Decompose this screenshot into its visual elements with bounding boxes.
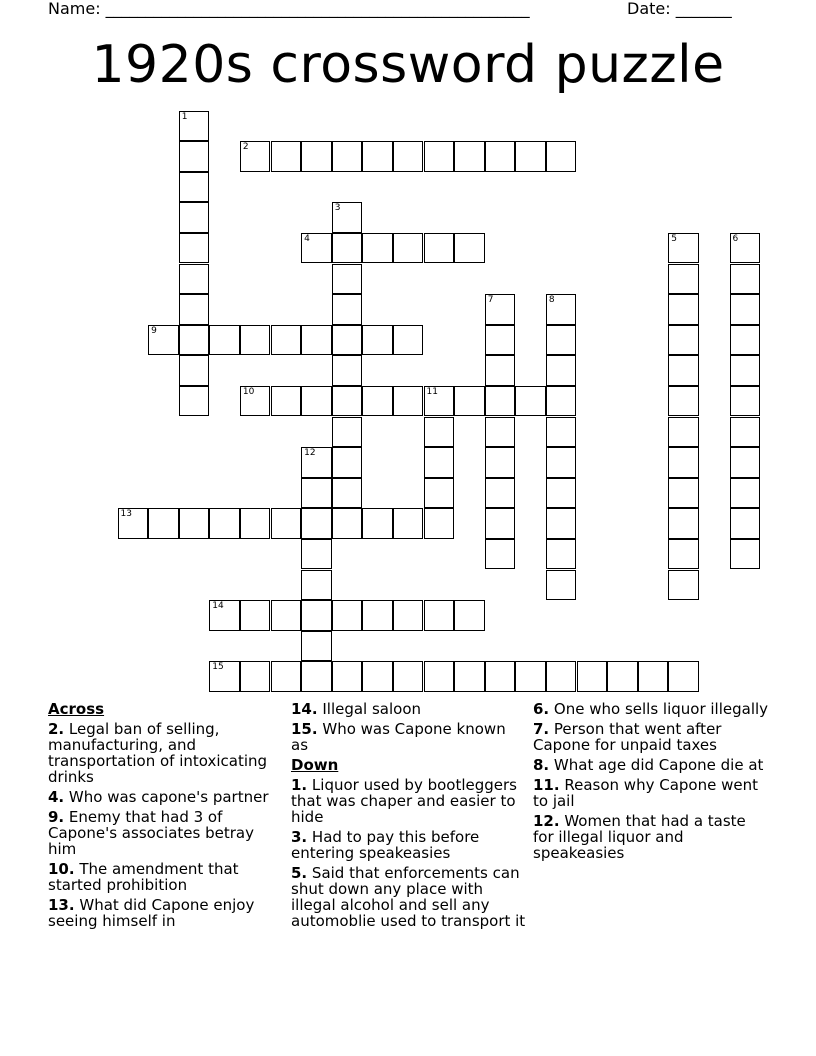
- clue-number: 2: [242, 142, 249, 153]
- grid-cell[interactable]: [668, 233, 699, 264]
- clue-item-text: Reason why Capone went to jail: [533, 776, 758, 810]
- grid-cell[interactable]: [730, 355, 761, 386]
- grid-cell[interactable]: [332, 386, 363, 417]
- grid-cell[interactable]: [179, 264, 210, 295]
- grid-cell[interactable]: [179, 325, 210, 356]
- grid-cell[interactable]: [546, 478, 577, 509]
- across-heading: Across: [48, 700, 105, 718]
- page-title: 1920s crossword puzzle: [91, 35, 725, 95]
- grid-cell[interactable]: [301, 386, 332, 417]
- grid-cell[interactable]: [546, 508, 577, 539]
- grid-cell[interactable]: [515, 141, 546, 172]
- grid-cell[interactable]: [179, 386, 210, 417]
- grid-cell[interactable]: [301, 447, 332, 478]
- clue-item-number: 6.: [533, 700, 550, 718]
- grid-cell[interactable]: [332, 447, 363, 478]
- grid-cell[interactable]: [362, 325, 393, 356]
- clue-number: 3: [334, 203, 341, 214]
- grid-cell[interactable]: [485, 325, 516, 356]
- clue-item: [48, 809, 284, 857]
- grid-cell[interactable]: [179, 233, 210, 264]
- grid-cell[interactable]: [332, 478, 363, 509]
- grid-cell[interactable]: [485, 355, 516, 386]
- clue-item-text: Liquor used by bootleggers that was chaper and easier to hide: [291, 776, 517, 826]
- clue-item: [533, 813, 769, 861]
- clue-item-text: Who was Capone known as: [291, 720, 506, 754]
- clue-number: 7: [487, 295, 494, 306]
- clue-item-text: The amendment that started prohibition: [48, 860, 239, 894]
- grid-cell[interactable]: [546, 570, 577, 601]
- clue-item-text: One who sells liquor illegally: [553, 700, 769, 718]
- clue-item-number: 9.: [48, 808, 65, 826]
- grid-cell[interactable]: [730, 447, 761, 478]
- grid-cell[interactable]: [240, 508, 271, 539]
- grid-cell[interactable]: [454, 386, 485, 417]
- grid-cell[interactable]: [332, 661, 363, 692]
- clue-item-number: 1.: [291, 776, 308, 794]
- clue-item-number: 5.: [291, 864, 308, 882]
- grid-cell[interactable]: [730, 325, 761, 356]
- clue-item-number: 4.: [48, 788, 65, 806]
- grid-cell[interactable]: [485, 539, 516, 570]
- grid-cell[interactable]: [179, 508, 210, 539]
- clue-item: [48, 721, 284, 785]
- grid-cell[interactable]: [485, 141, 516, 172]
- grid-cell[interactable]: [424, 447, 455, 478]
- clue-number: 8: [548, 295, 555, 306]
- grid-cell[interactable]: [362, 233, 393, 264]
- grid-cell[interactable]: [148, 508, 179, 539]
- clue-item-text: Said that enforcements can shut down any place with illegal alcohol and sell any automoblie used to transport it: [291, 864, 526, 930]
- clue-item-number: 2.: [48, 720, 65, 738]
- grid-cell[interactable]: [730, 386, 761, 417]
- grid-cell[interactable]: [301, 661, 332, 692]
- grid-cell[interactable]: [730, 508, 761, 539]
- grid-cell[interactable]: [577, 661, 608, 692]
- grid-cell[interactable]: [332, 264, 363, 295]
- grid-cell[interactable]: [730, 233, 761, 264]
- clue-item-text: Women that had a taste for illegal liquor and speakeasies: [533, 812, 746, 862]
- grid-cell[interactable]: [668, 447, 699, 478]
- clue-item: [48, 789, 284, 805]
- grid-cell[interactable]: [179, 355, 210, 386]
- grid-cell[interactable]: [301, 570, 332, 601]
- clue-number: 10: [242, 386, 255, 397]
- clue-number: 12: [304, 448, 316, 459]
- grid-cell[interactable]: [546, 386, 577, 417]
- grid-cell[interactable]: [240, 141, 271, 172]
- clue-item: [533, 721, 769, 753]
- grid-cell[interactable]: [668, 355, 699, 386]
- down-heading: Down: [291, 756, 339, 774]
- grid-cell[interactable]: [546, 417, 577, 448]
- grid-cell[interactable]: [362, 600, 393, 631]
- clue-number: 1: [181, 111, 188, 122]
- clue-item: [291, 829, 527, 861]
- grid-cell[interactable]: [301, 233, 332, 264]
- grid-cell[interactable]: [730, 417, 761, 448]
- grid-cell[interactable]: [730, 264, 761, 295]
- grid-cell[interactable]: [668, 264, 699, 295]
- grid-cell[interactable]: [730, 294, 761, 325]
- grid-cell[interactable]: [209, 661, 240, 692]
- grid-cell[interactable]: [209, 600, 240, 631]
- clue-item: [291, 777, 527, 825]
- grid-cell[interactable]: [393, 141, 424, 172]
- grid-cell[interactable]: [301, 325, 332, 356]
- grid-cell[interactable]: [393, 508, 424, 539]
- clue-number: 5: [671, 233, 678, 244]
- clue-number: 15: [212, 662, 224, 673]
- grid-cell[interactable]: [332, 600, 363, 631]
- grid-cell[interactable]: [209, 508, 240, 539]
- clue-item-number: 14.: [291, 700, 318, 718]
- clue-item: [533, 757, 769, 773]
- grid-cell[interactable]: [424, 478, 455, 509]
- grid-cell[interactable]: [730, 478, 761, 509]
- grid-cell[interactable]: [424, 417, 455, 448]
- grid-cell[interactable]: [668, 386, 699, 417]
- grid-cell[interactable]: [301, 141, 332, 172]
- grid-cell[interactable]: [424, 233, 455, 264]
- clue-item-text: What did Capone enjoy seeing himself in: [48, 896, 255, 930]
- clue-number: 6: [732, 233, 739, 244]
- clue-item-text: Who was capone's partner: [68, 788, 269, 806]
- grid-cell[interactable]: [546, 325, 577, 356]
- clue-column-2: [291, 701, 527, 933]
- clue-item-number: 8.: [533, 756, 550, 774]
- grid-cell[interactable]: [546, 539, 577, 570]
- grid-cell[interactable]: [668, 294, 699, 325]
- grid-cell[interactable]: [668, 661, 699, 692]
- clue-item-number: 3.: [291, 828, 308, 846]
- grid-cell[interactable]: [515, 661, 546, 692]
- grid-cell[interactable]: [393, 325, 424, 356]
- grid-cell[interactable]: [424, 661, 455, 692]
- grid-cell[interactable]: [546, 294, 577, 325]
- grid-cell[interactable]: [332, 294, 363, 325]
- grid-cell[interactable]: [271, 325, 302, 356]
- clue-number: 13: [120, 509, 132, 520]
- grid-cell[interactable]: [424, 600, 455, 631]
- date-field-label: Date: _______: [627, 0, 732, 18]
- grid-cell[interactable]: [332, 202, 363, 233]
- clue-item-number: 7.: [533, 720, 550, 738]
- grid-cell[interactable]: [271, 508, 302, 539]
- clue-number: 4: [304, 233, 310, 244]
- grid-cell[interactable]: [362, 141, 393, 172]
- grid-cell[interactable]: [271, 661, 302, 692]
- clue-item: [533, 701, 769, 717]
- grid-cell[interactable]: [301, 631, 332, 662]
- clue-item: [533, 777, 769, 809]
- grid-cell[interactable]: [546, 141, 577, 172]
- grid-cell[interactable]: [730, 539, 761, 570]
- clue-item-number: 10.: [48, 860, 75, 878]
- grid-cell[interactable]: [240, 661, 271, 692]
- clue-item-number: 13.: [48, 896, 75, 914]
- clue-item-text: Had to pay this before entering speakeasies: [291, 828, 480, 862]
- grid-cell[interactable]: [301, 478, 332, 509]
- clue-column-1: [48, 701, 284, 933]
- grid-cell[interactable]: [332, 417, 363, 448]
- grid-cell[interactable]: [271, 600, 302, 631]
- grid-cell[interactable]: [362, 386, 393, 417]
- grid-cell[interactable]: [454, 600, 485, 631]
- grid-cell[interactable]: [485, 661, 516, 692]
- clue-item-number: 12.: [533, 812, 560, 830]
- grid-cell[interactable]: [668, 417, 699, 448]
- grid-cell[interactable]: [485, 447, 516, 478]
- grid-cell[interactable]: [332, 355, 363, 386]
- clue-item: [291, 701, 527, 717]
- grid-cell[interactable]: [118, 508, 149, 539]
- grid-cell[interactable]: [668, 325, 699, 356]
- grid-cell[interactable]: [424, 141, 455, 172]
- grid-cell[interactable]: [332, 141, 363, 172]
- grid-cell[interactable]: [485, 508, 516, 539]
- grid-cell[interactable]: [179, 202, 210, 233]
- clue-number: 11: [426, 386, 438, 397]
- grid-cell[interactable]: [209, 325, 240, 356]
- grid-cell[interactable]: [638, 661, 669, 692]
- grid-cell[interactable]: [515, 386, 546, 417]
- clue-item-number: 15.: [291, 720, 318, 738]
- grid-cell[interactable]: [271, 386, 302, 417]
- grid-cell[interactable]: [332, 325, 363, 356]
- grid-cell[interactable]: [668, 570, 699, 601]
- grid-cell[interactable]: [179, 141, 210, 172]
- grid-cell[interactable]: [240, 386, 271, 417]
- grid-cell[interactable]: [240, 600, 271, 631]
- clue-item: [48, 861, 284, 893]
- grid-cell[interactable]: [332, 508, 363, 539]
- grid-cell[interactable]: [393, 600, 424, 631]
- grid-cell[interactable]: [668, 539, 699, 570]
- grid-cell[interactable]: [301, 508, 332, 539]
- clue-item-text: Illegal saloon: [322, 700, 422, 718]
- grid-cell[interactable]: [546, 355, 577, 386]
- grid-cell[interactable]: [454, 233, 485, 264]
- grid-cell[interactable]: [424, 508, 455, 539]
- clue-column-3: [533, 701, 769, 865]
- grid-cell[interactable]: [454, 141, 485, 172]
- grid-cell[interactable]: [179, 294, 210, 325]
- clue-item: [48, 897, 284, 929]
- clue-item: [291, 721, 527, 753]
- grid-cell[interactable]: [393, 233, 424, 264]
- grid-cell[interactable]: [485, 294, 516, 325]
- grid-cell[interactable]: [454, 661, 485, 692]
- grid-cell[interactable]: [393, 661, 424, 692]
- clue-item: [291, 865, 527, 929]
- grid-cell[interactable]: [546, 447, 577, 478]
- clue-number: 14: [212, 601, 224, 612]
- clue-number: 9: [151, 325, 157, 336]
- clue-item-text: Person that went after Capone for unpaid taxes: [533, 720, 722, 754]
- grid-cell[interactable]: [393, 386, 424, 417]
- grid-cell[interactable]: [668, 478, 699, 509]
- grid-cell[interactable]: [362, 508, 393, 539]
- grid-cell[interactable]: [301, 539, 332, 570]
- clue-item-text: What age did Capone die at: [553, 756, 764, 774]
- grid-cell[interactable]: [179, 111, 210, 142]
- grid-cell[interactable]: [179, 172, 210, 203]
- grid-cell[interactable]: [271, 141, 302, 172]
- clue-item-text: Enemy that had 3 of Capone's associates betray him: [48, 808, 254, 858]
- clue-item-text: Legal ban of selling, manufacturing, and transportation of intoxicating drinks: [48, 720, 268, 786]
- grid-cell[interactable]: [668, 508, 699, 539]
- grid-cell[interactable]: [362, 661, 393, 692]
- grid-cell[interactable]: [485, 386, 516, 417]
- grid-cell[interactable]: [485, 478, 516, 509]
- grid-cell[interactable]: [301, 600, 332, 631]
- grid-cell[interactable]: [240, 325, 271, 356]
- grid-cell[interactable]: [607, 661, 638, 692]
- grid-cell[interactable]: [332, 233, 363, 264]
- name-field-label: Name: _____________________________________________________: [48, 0, 530, 18]
- grid-cell[interactable]: [546, 661, 577, 692]
- grid-cell[interactable]: [485, 417, 516, 448]
- clue-item-number: 11.: [533, 776, 560, 794]
- grid-cell[interactable]: [148, 325, 179, 356]
- grid-cell[interactable]: [424, 386, 455, 417]
